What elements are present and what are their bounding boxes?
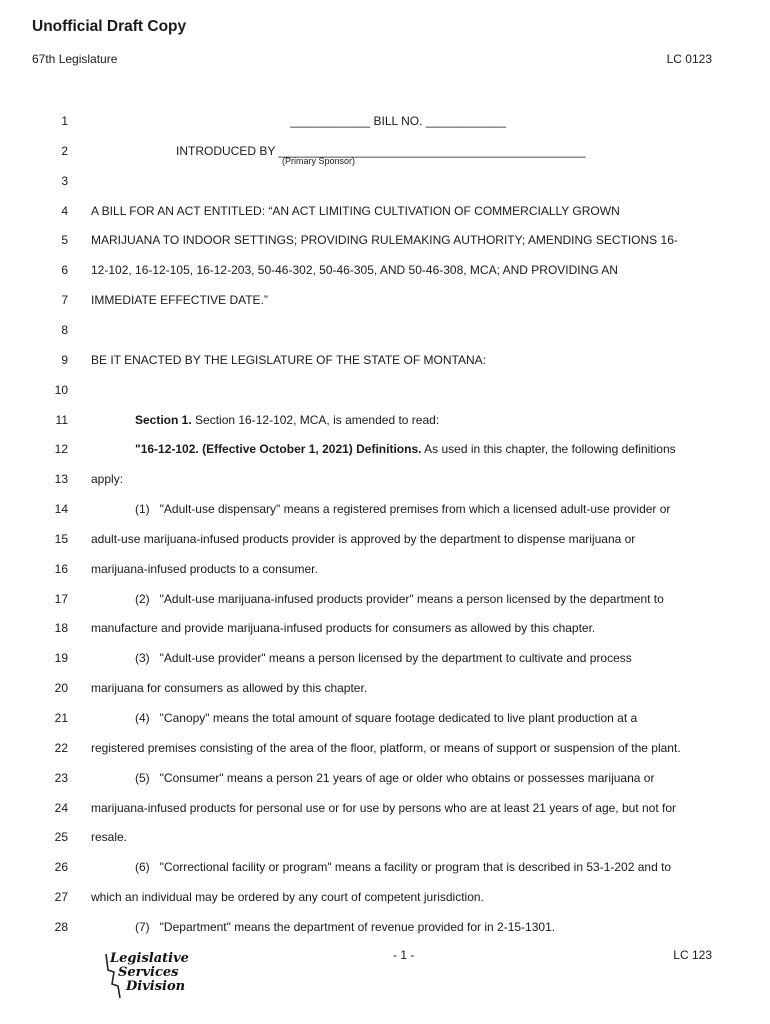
logo-text-1: Legislative [110,951,189,966]
line-text [91,353,486,367]
line-text [91,681,367,695]
bill-line [0,741,770,761]
bill-line [0,413,770,433]
logo-text-3: Division [126,979,186,994]
line-number: 12 [54,442,68,457]
line-text [135,771,654,785]
line-text [135,592,664,606]
line-number: 6 [61,263,68,278]
bill-line [0,681,770,701]
line-body-text: (4) "Canopy" means the total amount of square footage dedicated to live plant production at a [135,711,638,725]
line-text [135,860,671,874]
line-body-text: which an individual may be ordered by any court of competent jurisdiction. [91,890,484,905]
line-body-text: (1) "Adult-use dispensary" means a registered premises from which a licensed adult-use provider or [135,502,671,517]
line-body-text: MARIJUANA TO INDOOR SETTINGS; PROVIDING RULEMAKING AUTHORITY; AMENDING SECTIONS 16- [91,233,678,248]
line-number: 21 [54,711,68,725]
line-number: 14 [54,502,68,517]
line-number: 16 [54,561,68,576]
line-number: 28 [54,919,68,934]
line-number: 3 [61,173,68,188]
line-number: 26 [54,860,68,875]
logo-text-2: Services [118,965,179,980]
line-number: 27 [54,890,68,905]
line-number: 5 [61,233,68,248]
line-text [91,532,635,546]
line-number: 23 [54,770,68,785]
line-number: 25 [54,830,68,845]
line-number: 24 [54,800,68,815]
line-number: 10 [54,382,68,397]
line-body-text: A BILL FOR AN ACT ENTITLED: “AN ACT LIMITING CULTIVATION OF COMMERCIALLY GROWN [91,203,620,218]
line-number: 18 [54,621,68,636]
line-number: 22 [54,740,68,755]
line-text [91,801,676,815]
line-body-text: adult-use marijuana-infused products provider is approved by the department to dispense marijuana or [91,531,636,546]
line-body-text: (2) "Adult-use marijuana-infused products provider" means a person licensed by the department to [135,591,664,606]
line-body-text: BE IT ENACTED BY THE LEGISLATURE OF THE STATE OF MONTANA: [91,352,486,367]
line-number: 8 [61,322,68,337]
line-body-text: marijuana for consumers as allowed by this chapter. [91,681,368,696]
bill-line [0,442,770,462]
line-bold-text: "16-12-102. (Effective October 1, 2021) Definitions. [135,442,422,457]
line-text [91,830,127,844]
line-number: 17 [54,591,68,606]
bill-line [0,353,770,373]
line-number: 2 [61,143,68,158]
line-body-text: registered premises consisting of the area of the floor, platform, or means of support or suspension of the plant. [91,740,681,755]
bill-line [0,174,770,194]
line-text [135,711,637,725]
line-text [135,413,439,427]
line-number: 19 [54,651,68,666]
lc-number-footer: LC 123 [673,948,712,962]
bill-line [0,383,770,403]
bill-line [0,323,770,343]
line-text [91,263,618,277]
bill-number-line: ____________ BILL NO. ____________ [290,114,506,128]
line-body-text: marijuana-infused products to a consumer. [91,561,318,576]
legislature-label: 67th Legislature [32,52,118,66]
line-text [135,651,632,665]
line-text [91,562,318,576]
line-text [91,890,484,904]
line-number: 11 [55,412,68,427]
line-text [135,920,555,934]
line-bold-text: Section 1. [135,412,192,427]
legislative-services-logo [100,950,190,1002]
line-body-text: 12-102, 16-12-105, 16-12-203, 50-46-302, 50-46-305, AND 50-46-308, MCA; AND PROVIDING AN [91,263,618,278]
line-body-text: Section 16-12-102, MCA, is amended to read: [191,412,440,427]
line-body-text: resale. [91,830,128,845]
line-number: 1 [61,114,68,128]
bill-line [0,830,770,850]
bill-line [0,711,770,731]
bill-line [0,860,770,880]
line-body-text: IMMEDIATE EFFECTIVE DATE.” [91,293,268,308]
bill-line [0,920,770,940]
bill-line [0,621,770,641]
bill-line [0,263,770,283]
bill-line [0,592,770,612]
bill-line [0,651,770,671]
page-number: - 1 - [393,948,415,962]
bill-line [0,472,770,492]
line-body-text: (3) "Adult-use provider" means a person licensed by the department to cultivate and process [135,651,632,666]
line-body-text: marijuana-infused products for personal use or for use by persons who are at least 21 years of age, but not for [91,800,676,815]
line-text [91,204,620,218]
bill-line [0,233,770,253]
bill-line [0,801,770,821]
bill-line [0,114,770,134]
line-number: 4 [61,203,68,218]
bill-line [0,144,770,164]
line-text [91,293,268,307]
line-number: 7 [61,293,68,308]
line-number: 9 [61,352,68,367]
line-number: 13 [54,472,68,487]
bill-line [0,890,770,910]
line-text [135,442,676,456]
line-text [135,502,670,516]
bill-line [0,771,770,791]
lc-number-top: LC 0123 [666,52,712,66]
line-text [91,741,681,755]
line-body-text: (5) "Consumer" means a person 21 years of age or older who obtains or possesses marijuana or [135,770,655,785]
bill-line [0,562,770,582]
line-body-text: (6) "Correctional facility or program" means a facility or program that is described in 53-1-202 and to [135,860,672,875]
bill-line [0,204,770,224]
line-body-text: manufacture and provide marijuana-infused products for consumers as allowed by this chapter. [91,621,596,636]
line-body-text: apply: [91,472,124,487]
line-text [91,621,595,635]
introduced-by-line: INTRODUCED BY ______________________________________________ [176,143,586,158]
line-number: 20 [54,681,68,696]
bill-line [0,532,770,552]
bill-line [0,502,770,522]
bill-line [0,293,770,313]
line-text [91,233,678,247]
line-text [91,472,123,486]
line-number: 15 [54,531,68,546]
primary-sponsor-label: (Primary Sponsor) [282,156,356,166]
line-body-text: As used in this chapter, the following definitions [421,442,676,457]
line-body-text: (7) "Department" means the department of revenue provided for in 2-15-1301. [135,919,556,934]
page-title: Unofficial Draft Copy [32,18,187,35]
